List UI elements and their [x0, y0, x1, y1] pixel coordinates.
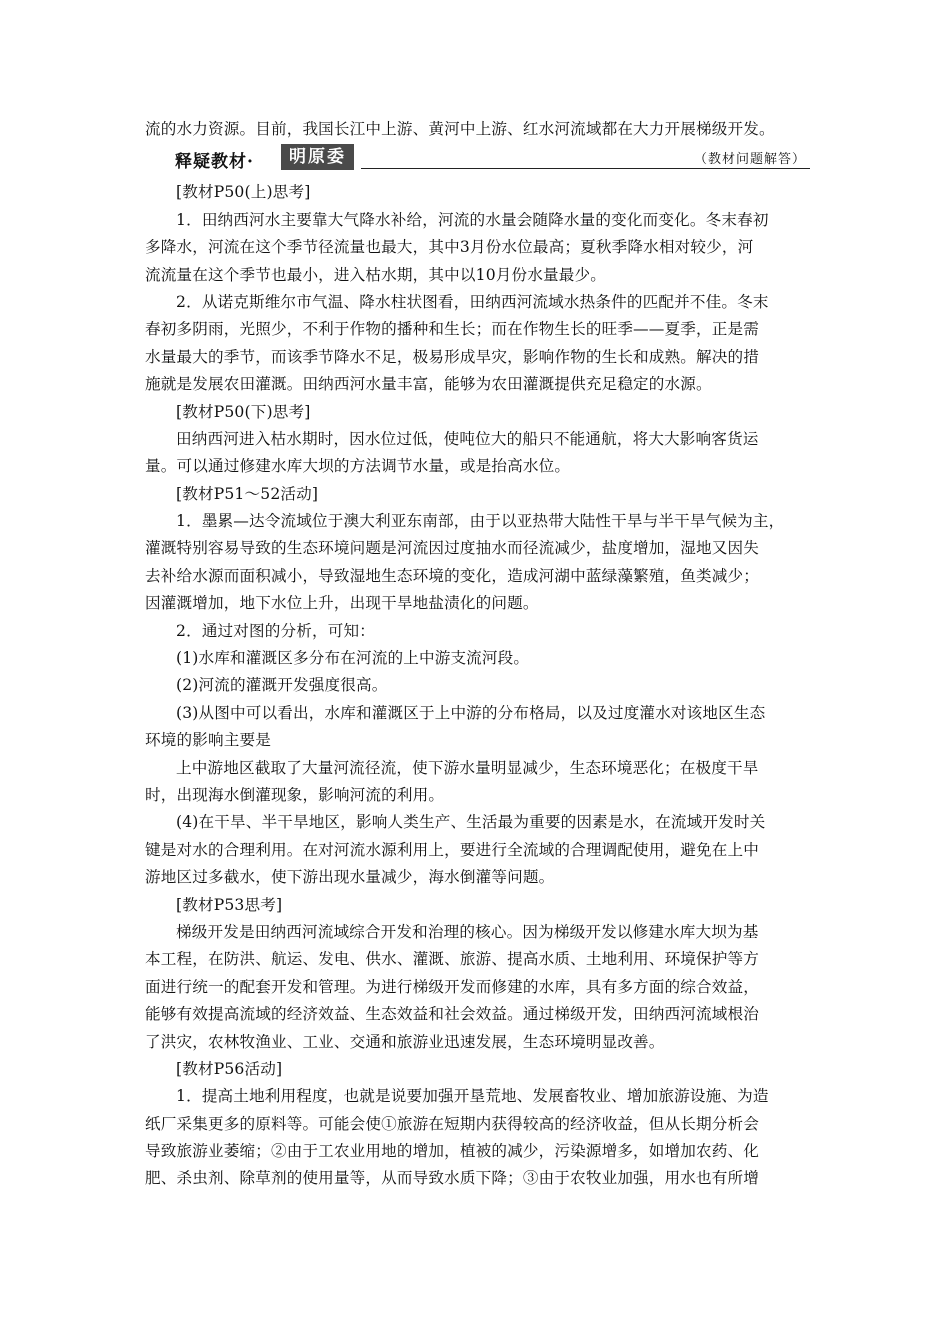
- text-line: 春初多阴雨，光照少，不利于作物的播种和生长；而在作物生长的旺季——夏季，正是需: [145, 320, 760, 339]
- text-line: 1．墨累—达令流域位于澳大利亚东南部，由于以亚热带大陆性干旱与半干旱气候为主，: [176, 512, 785, 531]
- section-banner: [145, 143, 810, 179]
- text-line: 水量最大的季节，而该季节降水不足，极易形成旱灾，影响作物的生长和成熟。解决的措: [145, 347, 760, 366]
- text-line: 去补给水源而面积减小，导致湿地生态环境的变化，造成河湖中蓝绿藻繁殖，鱼类减少；: [145, 566, 760, 585]
- text-line: 能够有效提高流域的经济效益、生态效益和社会效益。通过梯级开发，田纳西河流域根治: [145, 1005, 760, 1024]
- text-line: 键是对水的合理利用。在对河流水源利用上，要进行全流域的合理调配使用，避免在上中: [145, 840, 760, 859]
- text-line: 灌溉特别容易导致的生态环境问题是河流因过度抽水而径流减少，盐度增加，湿地又因失: [145, 539, 760, 558]
- section-heading: [教材P50(上)思考]: [176, 183, 311, 202]
- text-line: 纸厂采集更多的原料等。可能会使①旅游在短期内获得较高的经济收益，但从长期分析会: [145, 1114, 760, 1133]
- banner-highlight: 明原委: [281, 144, 354, 170]
- text-line: 1．田纳西河水主要靠大气降水补给，河流的水量会随降水量的变化而变化。冬末春初: [176, 210, 769, 229]
- text-line: 本工程，在防洪、航运、发电、供水、灌溉、旅游、提高水质、土地利用、环境保护等方: [145, 950, 760, 969]
- text-line: (2)河流的灌溉开发强度很高。: [176, 676, 388, 695]
- text-line: 施就是发展农田灌溉。田纳西河水量丰富，能够为农田灌溉提供充足稳定的水源。: [145, 375, 712, 394]
- text-line: 游地区过多截水，使下游出现水量减少，海水倒灌等问题。: [145, 868, 555, 887]
- banner-left: 释疑教材·: [175, 152, 254, 173]
- section-heading: [教材P53思考]: [176, 895, 283, 914]
- section-heading: [教材P50(下)思考]: [176, 402, 311, 421]
- text-line: 田纳西河进入枯水期时，因水位过低，使吨位大的船只不能通航，将大大影响客货运: [176, 429, 759, 448]
- text-line: 2．通过对图的分析，可知：: [176, 621, 375, 640]
- section-heading: [教材P56活动]: [176, 1059, 283, 1078]
- text-line: 多降水，河流在这个季节径流量也最大，其中3月份水位最高；夏秋季降水相对较少，河: [145, 238, 754, 257]
- text-line: 流流量在这个季节也最小，进入枯水期，其中以10月份水量最少。: [145, 265, 606, 284]
- text-body: [145, 116, 810, 1193]
- text-line: 时，出现海水倒灌现象，影响河流的利用。: [145, 785, 445, 804]
- section-heading: [教材P51～52活动]: [176, 484, 319, 503]
- text-line: (1)水库和灌溉区多分布在河流的上中游支流河段。: [176, 649, 530, 668]
- text-line: 流的水力资源。目前，我国长江中上游、黄河中上游、红水河流域都在大力开展梯级开发。: [145, 120, 775, 138]
- text-line: 因灌溉增加，地下水位上升，出现干旱地盐渍化的问题。: [145, 594, 539, 613]
- text-line: 了洪灾，农林牧渔业、工业、交通和旅游业迅速发展，生态环境明显改善。: [145, 1032, 665, 1051]
- text-line: 量。可以通过修建水库大坝的方法调节水量，或是抬高水位。: [145, 457, 571, 476]
- text-line: 1．提高土地利用程度，也就是说要加强开垦荒地、发展畜牧业、增加旅游设施、为造: [176, 1087, 769, 1106]
- text-line: 2．从诺克斯维尔市气温、降水柱状图看，田纳西河流域水热条件的匹配并不佳。冬末: [176, 292, 769, 311]
- banner-rule: [361, 168, 810, 169]
- text-line: 环境的影响主要是: [145, 731, 271, 750]
- text-line: (3)从图中可以看出，水库和灌溉区于上中游的分布格局，以及过度灌水对该地区生态: [176, 703, 766, 722]
- text-line: 上中游地区截取了大量河流径流，使下游水量明显减少，生态环境恶化；在极度干旱: [176, 758, 759, 777]
- text-line: 肥、杀虫剂、除草剂的使用量等，从而导致水质下降；③由于农牧业加强，用水也有所增: [145, 1169, 760, 1188]
- text-line: 导致旅游业萎缩；②由于工农业用地的增加，植被的减少，污染源增多，如增加农药、化: [145, 1142, 760, 1161]
- text-line: (4)在干旱、半干旱地区，影响人类生产、生活最为重要的因素是水，在流域开发时关: [176, 813, 766, 832]
- text-line: 面进行统一的配套开发和管理。为进行梯级开发而修建的水库，具有多方面的综合效益，: [145, 977, 760, 996]
- banner-subtitle: （教材问题解答）: [693, 152, 806, 168]
- text-line: 梯级开发是田纳西河流域综合开发和治理的核心。因为梯级开发以修建水库大坝为基: [176, 922, 759, 941]
